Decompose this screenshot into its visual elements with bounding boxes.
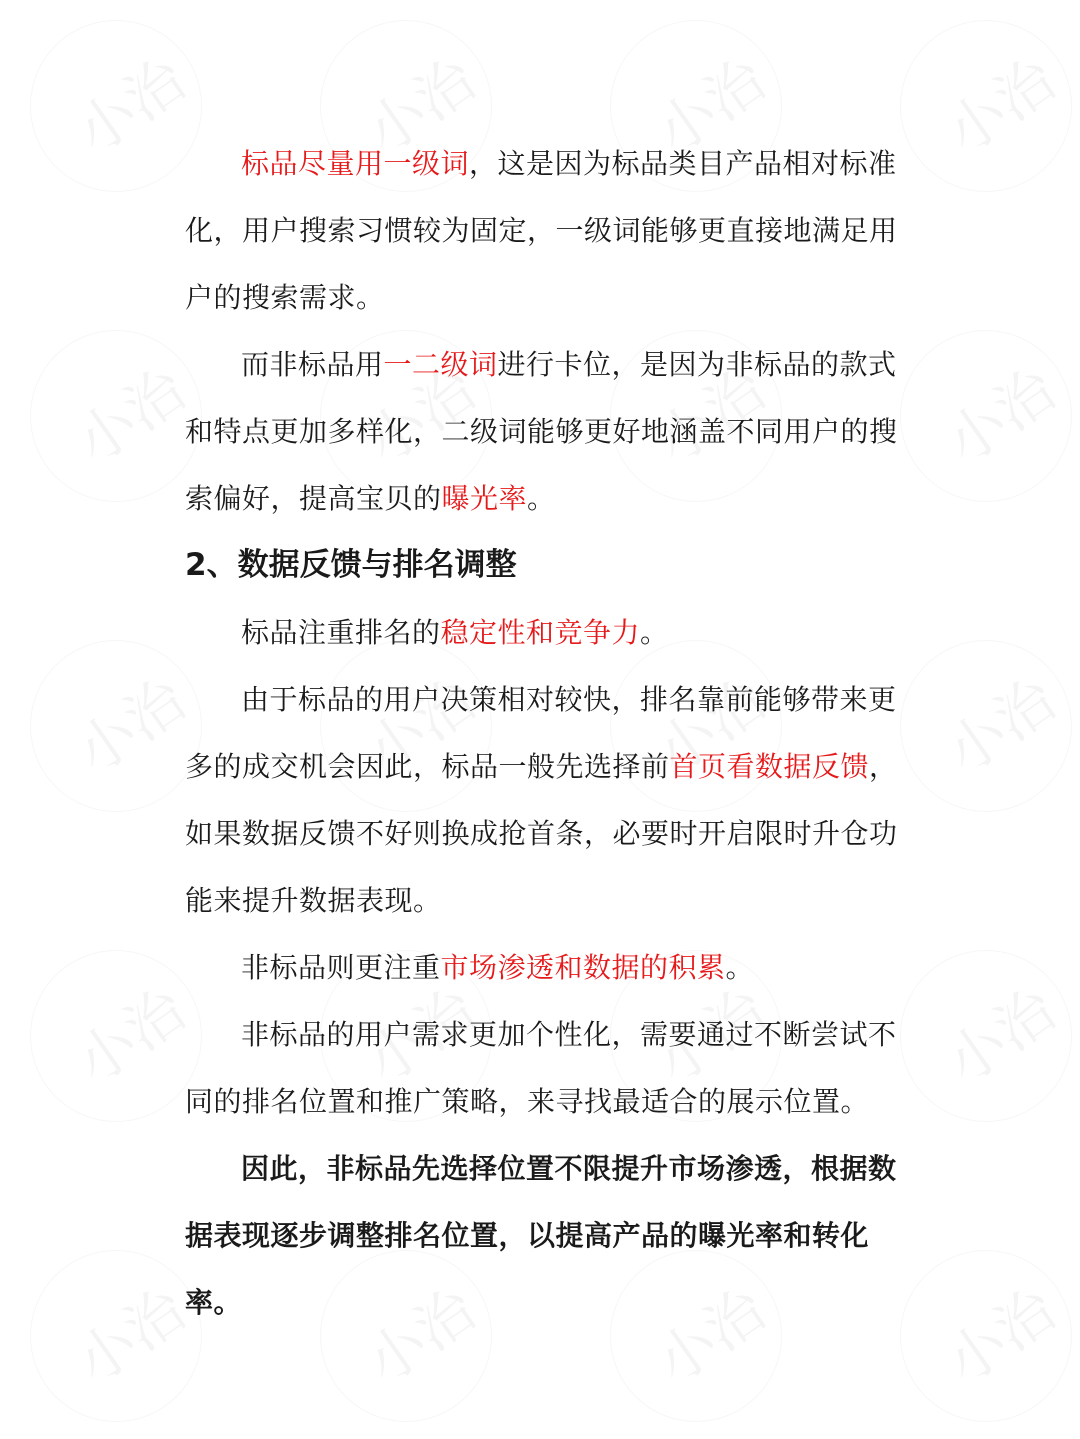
body-text: 而非标品用 xyxy=(241,348,384,381)
paragraph-3 xyxy=(185,599,905,666)
body-text: 进行卡位，是因为非标品的款式和特点更加多样化，二级词能够更好地涵盖不同用户的搜索偏好，提高宝贝的 xyxy=(185,348,898,515)
watermark-text xyxy=(926,34,1069,169)
highlight-text: 首页看数据反馈 xyxy=(669,750,870,783)
body-text: 。 xyxy=(640,616,669,649)
body-text: 。 xyxy=(527,482,556,515)
body-text: ，如果数据反馈不好则换成抢首条，必要时开启限时升仓功能来提升数据表现。 xyxy=(185,750,898,917)
watermark-circle xyxy=(30,640,202,812)
watermark-text xyxy=(56,344,199,479)
body-text: 非标品的用户需求更加个性化，需要通过不断尝试不同的排名位置和推广策略，来寻找最适合的展示位置。 xyxy=(185,1018,897,1118)
watermark-text xyxy=(56,964,199,1099)
article-body xyxy=(185,130,905,1336)
watermark-text xyxy=(56,34,199,169)
paragraph-2 xyxy=(185,331,905,532)
watermark-text xyxy=(56,1264,199,1399)
body-text: 标品注重排名的 xyxy=(241,616,441,649)
body-text: 。 xyxy=(725,951,755,984)
watermark-circle xyxy=(30,950,202,1122)
paragraph-5 xyxy=(185,934,905,1001)
highlight-text: 标品尽量用一级词 xyxy=(241,147,470,180)
watermark-circle xyxy=(30,1250,202,1422)
body-text-bold: 因此，非标品先选择位置不限提升市场渗透，根据数据表现逐步调整排名位置，以提高产品的曝光率和转化率。 xyxy=(185,1152,897,1319)
watermark-circle xyxy=(30,330,202,502)
watermark-text xyxy=(926,344,1069,479)
paragraph-1 xyxy=(185,130,905,331)
highlight-text: 稳定性和竞争力 xyxy=(440,616,641,649)
highlight-text: 曝光率 xyxy=(441,482,528,515)
watermark-circle xyxy=(900,330,1072,502)
watermark-text xyxy=(926,654,1069,789)
watermark-circle xyxy=(900,1250,1072,1422)
watermark-circle xyxy=(900,20,1072,192)
watermark-circle xyxy=(900,640,1072,812)
watermark-text xyxy=(56,654,199,789)
paragraph-4 xyxy=(185,666,905,934)
body-text: 非标品则更注重 xyxy=(241,951,441,984)
paragraph-7-conclusion xyxy=(185,1135,905,1336)
watermark-circle xyxy=(900,950,1072,1122)
paragraph-6 xyxy=(185,1001,905,1135)
highlight-text: 市场渗透和数据的积累 xyxy=(440,951,726,984)
body-text: 由于标品的用户决策相对较快，排名靠前能够带来更多的成交机会因此，标品一般先选择前 xyxy=(185,683,897,783)
watermark-text xyxy=(926,1264,1069,1399)
watermark-text xyxy=(926,964,1069,1099)
watermark-circle xyxy=(30,20,202,192)
highlight-text: 一二级词 xyxy=(383,348,498,381)
section-heading: 2、数据反馈与排名调整 xyxy=(185,547,517,583)
body-text: ，这是因为标品类目产品相对标准化，用户搜索习惯较为固定，一级词能够更直接地满足用户的搜索需求。 xyxy=(185,147,898,314)
